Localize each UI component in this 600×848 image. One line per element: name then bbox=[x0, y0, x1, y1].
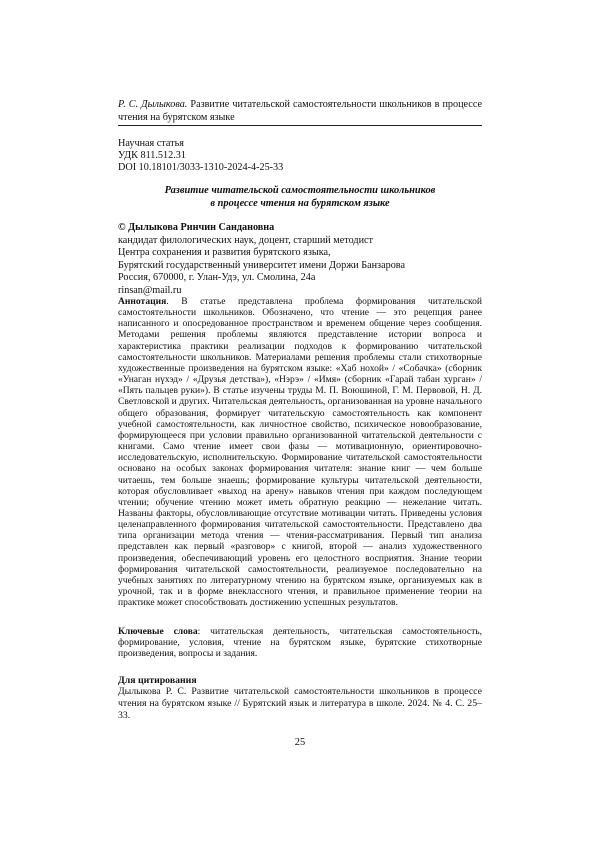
header-divider bbox=[118, 125, 482, 126]
doi: DOI 10.18101/3033-1310-2024-4-25-33 bbox=[118, 162, 284, 173]
author-name: © Дылыкова Ринчин Сандановна bbox=[118, 222, 275, 233]
abstract-label: Аннотация bbox=[118, 296, 167, 307]
keywords bbox=[118, 626, 482, 659]
udc-code: УДК 811.512.31 bbox=[118, 150, 186, 161]
keywords-label: Ключевые слова bbox=[118, 626, 198, 637]
article-type: Научная статья bbox=[118, 138, 184, 149]
page-number: 25 bbox=[294, 737, 306, 748]
author-email[interactable]: rinsan@mail.ru bbox=[118, 284, 182, 296]
author-address: Россия, 670000, г. Улан-Удэ, ул. Смолина, 24а bbox=[118, 272, 316, 283]
author-affiliation-2: Бурятский государственный университет имени Доржи Банзарова bbox=[118, 259, 405, 271]
abstract-text: . В статье представлена проблема формирования читательской самостоятельности школьников. Обозначено, что чтение — это рецепция ранее написанного и опосредованное пространством и временем общение через сообщения. Методами решения проблемы являются представление истории вопроса и характеристика практики реализации подходов к формированию читательской самостоятельности школьников. Материалами решения проблемы стали стихотворные художественные произведения на бурятском языке: «Хаб нохой» / «Собачка» (сборник «Унаган нүхэд» / «Друзья детства»), «Нэрэ» / «Имя» (сборник «Гарай табан хурган» / «Пять пальцев руки»). В статье изучены труды М. П. Воюшиной, Г. М. Первовой, Н. Д. Светловской и других. Читательская деятельность, организованная на уровне начального общего образования, формирует читательскую самостоятельность как компонент учебной самостоятельности, как личностное свойство, психическое новообразование, формирующееся при условии правильно организованной читательской деятельности с книгами. Само чтение имеет свои фазы — мотивационную, ориентировочно-исследовательскую, исполнительскую. Формирование читательской самостоятельности основано на особых законах формирования читателя: знание книг — чем больше читаешь, тем больше знаешь; формирование культуры читательской деятельности, которая обусловливает «выход на арену» навыков чтения при каждом последующем чтении; обучение чтению может иметь обратную реакцию — нежелание читать. Названы факторы, обусловливающие отсутствие мотивации читать. Приведены условия целенаправленного формирования читательской самостоятельности. Представлено два типа организации метода чтения — чтения-рассматривания. Первый тип анализа представлен как первый «разговор» с книгой, второй — анализ художественного произведения, обеспечивающий уровень его целостного восприятия. Знание теории формирования читательской самостоятельности, реализуемое последовательно на учебных занятиях по литературному чтению на бурятском языке, организуемых как в урочной, так и в форме внеклассного чтения, и правильное применение теории на практике может способствовать достижению успешных результатов. bbox=[118, 296, 482, 609]
citation-text: Дылыкова Р. С. Развитие читательской самостоятельности школьников в процессе чтения на бурятском языке // Бурятский язык и литература в школе. 2024. № 4. С. 25–33. bbox=[118, 686, 482, 721]
article-meta bbox=[118, 138, 482, 174]
running-header-title: Развитие читательской самостоятельности школьников в процессе чтения на бурятском языке bbox=[118, 99, 483, 123]
author-position: кандидат филологических наук, доцент, старший методист bbox=[118, 234, 373, 246]
author-block bbox=[118, 222, 482, 297]
article-title-line-2: в процессе чтения на бурятском языке bbox=[210, 198, 390, 209]
abstract bbox=[118, 296, 482, 608]
citation-heading: Для цитирования bbox=[118, 675, 197, 686]
article-title-line-1: Развитие читательской самостоятельности школьников bbox=[164, 185, 436, 196]
running-header bbox=[118, 98, 482, 124]
running-header-author: Р. С. Дылыкова. bbox=[118, 99, 188, 110]
author-affiliation-1: Центра сохранения и развития бурятского языка, bbox=[118, 247, 331, 258]
keywords-text: : читательская деятельность, читательская самостоятельность, формирование, условия, чтение на бурятском языке, бурятские стихотворные произведения, вопросы и задания. bbox=[118, 626, 482, 660]
article-title bbox=[118, 184, 482, 210]
